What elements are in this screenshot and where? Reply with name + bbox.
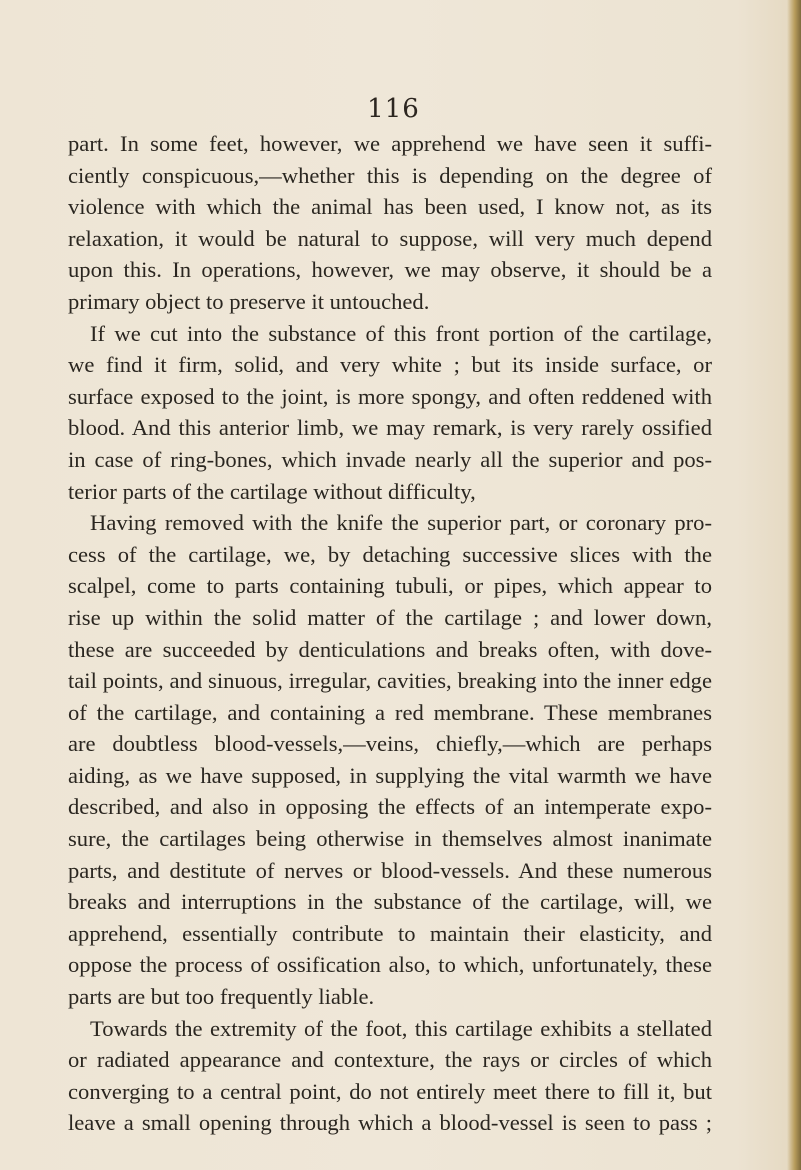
- body-text: [68, 128, 712, 1139]
- text-line: violence with which the animal has been used, I know not, as its: [68, 194, 712, 220]
- text-line: these are succeeded by denticulations and breaks often, with dove-: [68, 636, 712, 662]
- text-line: relaxation, it would be natural to suppose, will very much depend: [68, 225, 712, 251]
- text-line: sure, the cartilages being otherwise in themselves almost inanimate: [68, 826, 712, 852]
- text-line: in case of ring-bones, which invade nearly all the superior and pos-: [68, 446, 712, 472]
- text-line: parts are but too frequently liable.: [68, 984, 375, 1010]
- text-line: aiding, as we have supposed, in supplying the vital warmth we have: [68, 762, 712, 788]
- text-line: we find it firm, solid, and very white ; but its inside surface, or: [68, 352, 712, 378]
- text-line: scalpel, come to parts containing tubuli, or pipes, which appear to: [68, 573, 712, 599]
- text-line: breaks and interruptions in the substance of the cartilage, will, we: [68, 889, 712, 915]
- text-line: parts, and destitute of nerves or blood-vessels. And these numerous: [68, 857, 712, 883]
- text-line: described, and also in opposing the effects of an intemperate expo-: [68, 794, 712, 820]
- text-line: upon this. In operations, however, we may observe, it should be a: [68, 257, 712, 283]
- text-line: are doubtless blood-vessels,—veins, chiefly,—which are perhaps: [68, 731, 712, 757]
- text-line: Having removed with the knife the superior part, or coronary pro-: [90, 510, 712, 536]
- text-line: ciently conspicuous,—whether this is depending on the degree of: [68, 162, 712, 188]
- text-line: converging to a central point, do not entirely meet there to fill it, but: [68, 1078, 712, 1104]
- text-line: tail points, and sinuous, irregular, cavities, breaking into the inner edge: [68, 668, 712, 694]
- text-line: terior parts of the cartilage without difficulty,: [68, 478, 476, 504]
- text-line: cess of the cartilage, we, by detaching successive slices with the: [68, 541, 712, 567]
- text-line: of the cartilage, and containing a red membrane. These membranes: [68, 699, 712, 725]
- page-number: 116: [367, 94, 420, 124]
- text-line: primary object to preserve it untouched.: [68, 288, 430, 314]
- text-line: If we cut into the substance of this front portion of the cartilage,: [90, 320, 712, 346]
- text-line: surface exposed to the joint, is more spongy, and often reddened with: [68, 383, 712, 409]
- text-line: oppose the process of ossification also, to which, unfortunately, these: [68, 952, 712, 978]
- text-line: apprehend, essentially contribute to maintain their elasticity, and: [68, 920, 712, 946]
- text-line: part. In some feet, however, we apprehend we have seen it suffi-: [68, 131, 712, 156]
- text-line: blood. And this anterior limb, we may remark, is very rarely ossified: [68, 415, 712, 441]
- text-line: rise up within the solid matter of the cartilage ; and lower down,: [68, 604, 712, 630]
- page-edge-shadow: [787, 0, 801, 1170]
- text-line: or radiated appearance and contexture, the rays or circles of which: [68, 1047, 712, 1073]
- text-line: Towards the extremity of the foot, this cartilage exhibits a stellated: [90, 1015, 712, 1041]
- text-line: leave a small opening through which a blood-vessel is seen to pass ;: [68, 1110, 712, 1136]
